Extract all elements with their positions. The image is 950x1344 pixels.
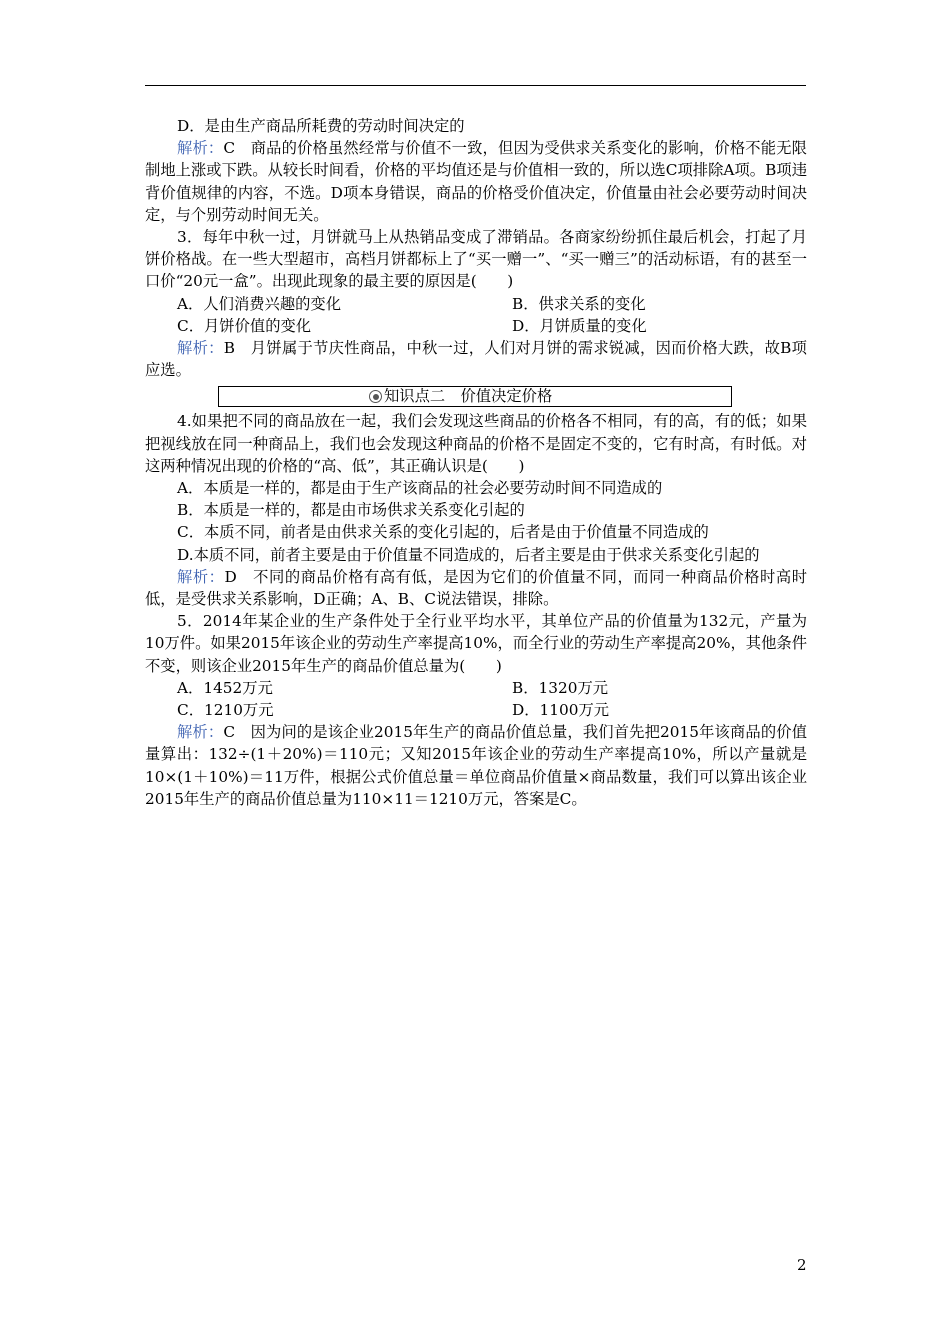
q5-options-row-2 [145,699,807,721]
section-title: 知识点二 价值决定价格 [384,387,553,406]
q3-option-c: C．月饼价值的变化 [177,316,312,335]
q5-stem: 5．2014年某企业的生产条件处于全行业平均水平，其单位产品的价值量为132元，产量为10万件。如果2015年该企业的劳动生产率提高10%，而全行业的劳动生产率提高20%，其他条件不变，则该企业2015年生产的商品价值总量为( ) [145,612,807,675]
header-rule [145,85,806,86]
q5-option-c: C．1210万元 [177,701,274,720]
answer-label: 解析： [177,139,224,158]
q4-answer [145,566,807,610]
answer-label: 解析： [177,339,224,358]
q2-option-d: D．是由生产商品所耗费的劳动时间决定的 [177,117,465,135]
q3-option-d: D．月饼质量的变化 [512,316,647,335]
q4-option-d: D.本质不同，前者主要是由于价值量不同造成的，后者主要是由于供求关系变化引起的 [177,545,760,564]
q2-answer [145,137,807,226]
answer-text: C 商品的价格虽然经常与价值不一致，但因为受供求关系变化的影响，价格不能无限制地上涨或下跌。从较长时间看，价格的平均值还是与价值相一致的，所以选C项排除A项。B项违背价值规律的内容，不选。D项本身错误，商品的价格受价值决定，价值量由社会必要劳动时间决定，与个别劳动时间无关。 [145,139,807,224]
q4-option-a: A．本质是一样的，都是由于生产该商品的社会必要劳动时间不同造成的 [177,479,663,498]
answer-label: 解析： [177,723,224,742]
q3-option-a: A．人们消费兴趣的变化 [177,294,342,313]
q4-option-c: C．本质不同，前者是由供求关系的变化引起的，后者是由于价值量不同造成的 [177,523,709,542]
q3-options-row-1 [145,293,807,315]
q3-options-row-2 [145,315,807,337]
page-number: 2 [797,1256,807,1274]
q3-answer [145,337,807,381]
page-content [145,115,807,810]
answer-text: D 不同的商品价格有高有低，是因为它们的价值量不同，而同一种商品价格时高时低，是受供求关系影响，D正确；A、B、C说法错误，排除。 [145,567,807,609]
answer-text: C 因为问的是该企业2015年生产的商品价值总量，我们首先把2015年该商品的价值量算出：132÷(1＋20%)＝110元；又知2015年该企业的劳动生产率提高10%，所以产量就是10×(1＋10%)＝11万件，根据公式价值总量＝单位商品价值量×商品数量，我们可以算出该企业2015年生产的商品价值总量为110×11＝1210万元，答案是C。 [145,723,807,808]
section-heading [218,386,732,407]
q4-option-b: B．本质是一样的，都是由市场供求关系变化引起的 [177,501,525,520]
q3-option-b: B．供求关系的变化 [512,294,646,313]
radio-bullet-icon [369,390,382,403]
q5-option-d: D．1100万元 [512,701,610,720]
q3-stem: 3．每年中秋一过，月饼就马上从热销品变成了滞销品。各商家纷纷抓住最后机会，打起了月饼价格战。在一些大型超市，高档月饼都标上了“买一赠一”、“买一赠三”的活动标语，有的甚至一口价“20元一盒”。出现此现象的最主要的原因是( ) [145,228,807,291]
q4-stem: 4.如果把不同的商品放在一起，我们会发现这些商品的价格各不相同，有的高，有的低；如果把视线放在同一种商品上，我们也会发现这种商品的价格不是固定不变的，它有时高，有时低。对这两种情况出现的价格的“高、低”，其正确认识是( ) [145,412,807,475]
q5-option-b: B．1320万元 [512,678,609,697]
answer-label: 解析： [177,567,225,586]
q5-options-row-1 [145,677,807,699]
q5-answer [145,721,807,810]
answer-text: B 月饼属于节庆性商品，中秋一过，人们对月饼的需求锐减，因而价格大跌，故B项应选。 [145,339,807,380]
q5-option-a: A．1452万元 [177,678,273,697]
